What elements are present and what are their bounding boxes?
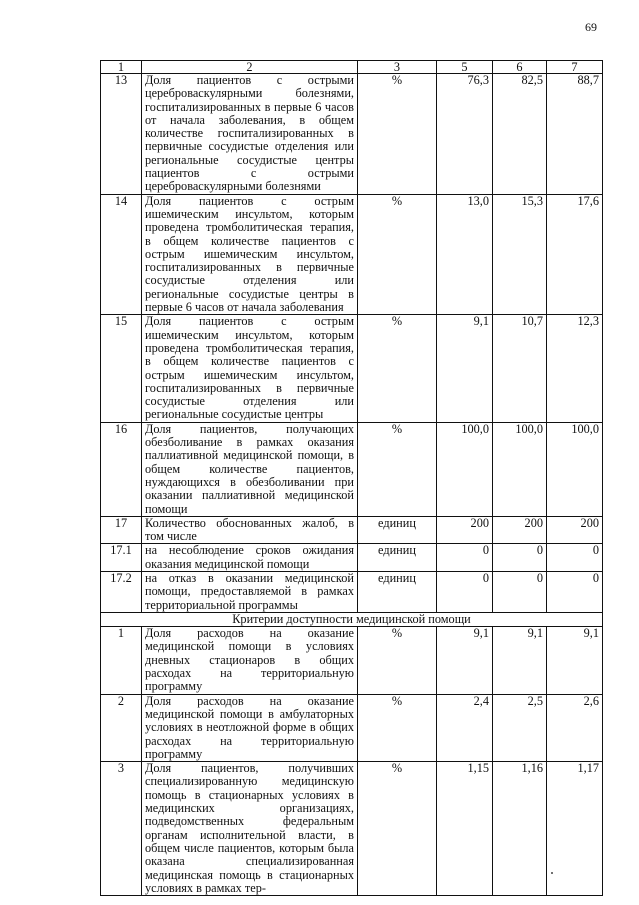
page-number: 69 [585, 20, 597, 34]
unit: % [358, 694, 437, 761]
section-header-row [101, 612, 603, 626]
value-col6: 0 [493, 544, 547, 572]
table-row [101, 422, 603, 516]
header-cell: 3 [358, 61, 437, 74]
table-row [101, 74, 603, 195]
table-body [101, 61, 603, 896]
header-cell: 1 [101, 61, 142, 74]
row-number: 17 [101, 516, 142, 544]
indicator-name: на отказ в оказании медицинской помощи, предоставляемой в рамках территориальной программы [142, 571, 358, 612]
value-col6: 10,7 [493, 315, 547, 422]
unit: единиц [358, 544, 437, 572]
table-row [101, 571, 603, 612]
value-col7: 0 [547, 571, 603, 612]
unit: % [358, 627, 437, 694]
row-number: 16 [101, 422, 142, 516]
unit: % [358, 422, 437, 516]
unit: единиц [358, 516, 437, 544]
value-col5: 13,0 [437, 194, 493, 315]
value-col6: 9,1 [493, 627, 547, 694]
header-cell: 5 [437, 61, 493, 74]
value-col5: 100,0 [437, 422, 493, 516]
unit: % [358, 762, 437, 896]
unit: % [358, 315, 437, 422]
value-col6: 0 [493, 571, 547, 612]
unit: % [358, 74, 437, 195]
indicator-name: Доля расходов на оказание медицинской помощи в условиях дневных стационаров в общих расходах на территориальную программу [142, 627, 358, 694]
table-row [101, 762, 603, 896]
unit: % [358, 194, 437, 315]
row-number: 13 [101, 74, 142, 195]
indicator-name: Доля пациентов, получающих обезболивание в рамках оказания паллиативной медицинской помощи, в общем количестве пациентов, нуждающихся в обезболивании при оказании паллиативной медицинской помощи [142, 422, 358, 516]
unit: единиц [358, 571, 437, 612]
value-col6: 200 [493, 516, 547, 544]
row-number: 17.1 [101, 544, 142, 572]
value-col7: 17,6 [547, 194, 603, 315]
table-row [101, 544, 603, 572]
header-cell: 7 [547, 61, 603, 74]
table-row [101, 194, 603, 315]
value-col5: 0 [437, 571, 493, 612]
value-col7: 9,1 [547, 627, 603, 694]
indicator-name: Доля расходов на оказание медицинской помощи в амбулаторных условиях в неотложной форме в общих расходах на территориальную программу [142, 694, 358, 761]
value-col5: 2,4 [437, 694, 493, 761]
table-row [101, 627, 603, 694]
indicator-name: Доля пациентов с острым ишемическим инсультом, которым проведена тромболитическая терапия, в общем количестве пациентов с острым ишемическим инсультом, госпитализированных в первичные сосудистые отделения или региональные сосудистые центры в первые 6 часов от начала заболевания [142, 194, 358, 315]
row-number: 2 [101, 694, 142, 761]
value-col7: 1,17 [547, 762, 603, 896]
row-number: 14 [101, 194, 142, 315]
value-col7: 200 [547, 516, 603, 544]
criteria-table [100, 60, 603, 896]
value-col6: 100,0 [493, 422, 547, 516]
table-row [101, 516, 603, 544]
value-col6: 82,5 [493, 74, 547, 195]
value-col7: 2,6 [547, 694, 603, 761]
value-col7: 88,7 [547, 74, 603, 195]
header-cell: 6 [493, 61, 547, 74]
indicator-name: Доля пациентов, получивших специализированную медицинскую помощь в стационарных условиях в медицинских организациях, подведомственных федеральным органам исполнительной власти, в общем числе пациентов, которым была оказана специализированная медицинская помощь в стационарных условиях в рамках тер- [142, 762, 358, 896]
value-col6: 15,3 [493, 194, 547, 315]
indicator-name: Доля пациентов с острым ишемическим инсультом, которым проведена тромболитическая терапия, в общем количестве пациентов с острым ишемическим инсультом, госпитализированных в первичные сосудистые отделения или региональные сосудистые центры [142, 315, 358, 422]
value-col5: 9,1 [437, 627, 493, 694]
value-col5: 0 [437, 544, 493, 572]
table-row [101, 315, 603, 422]
section-title: Критерии доступности медицинской помощи [101, 612, 603, 626]
header-cell: 2 [142, 61, 358, 74]
indicator-name: Количество обоснованных жалоб, в том числе [142, 516, 358, 544]
table-row [101, 694, 603, 761]
value-col6: 1,16 [493, 762, 547, 896]
indicator-name: на несоблюдение сроков ожидания оказания медицинской помощи [142, 544, 358, 572]
row-number: 3 [101, 762, 142, 896]
row-number: 1 [101, 627, 142, 694]
value-col7: 100,0 [547, 422, 603, 516]
row-number: 15 [101, 315, 142, 422]
value-col6: 2,5 [493, 694, 547, 761]
value-col5: 9,1 [437, 315, 493, 422]
value-col5: 200 [437, 516, 493, 544]
header-row [101, 61, 603, 74]
value-col7: 0 [547, 544, 603, 572]
scan-speck [551, 872, 553, 874]
value-col5: 76,3 [437, 74, 493, 195]
value-col5: 1,15 [437, 762, 493, 896]
value-col7: 12,3 [547, 315, 603, 422]
indicator-name: Доля пациентов с острыми цереброваскулярными болезнями, госпитализированных в первые 6 часов от начала заболевания, в общем количестве госпитализированных в первичные сосудистые отделения или региональные сосудистые центры пациентов с острыми цереброваскулярными болезнями [142, 74, 358, 195]
row-number: 17.2 [101, 571, 142, 612]
